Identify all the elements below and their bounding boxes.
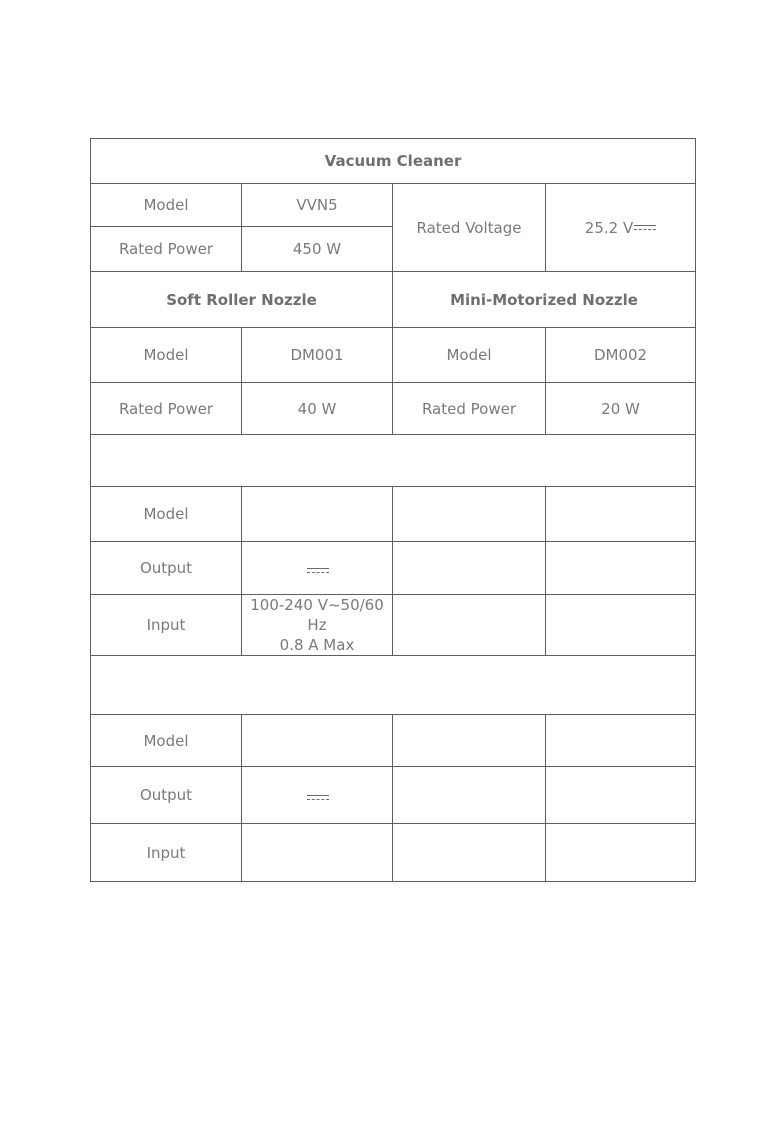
adapter-1-output-cell-4 <box>546 542 696 595</box>
vacuum-voltage-cell <box>546 184 696 272</box>
nozzle-header-row <box>91 272 696 328</box>
adapter-1-model-cell-3 <box>393 487 546 542</box>
adapter-2-model-value <box>242 715 393 767</box>
adapter-1-input-cell-3 <box>393 595 546 656</box>
adapter-1-input-label: Input <box>91 595 242 656</box>
vacuum-voltage-label: Rated Voltage <box>393 184 546 272</box>
adapter-1-output-value <box>242 542 393 595</box>
vacuum-model-value: VVN5 <box>242 184 393 227</box>
adapter-2-input-label: Input <box>91 824 242 882</box>
vacuum-header-row <box>91 139 696 184</box>
adapter-2-output-cell-4 <box>546 767 696 824</box>
specifications-table <box>90 138 696 882</box>
adapter-2-output-row <box>91 767 696 824</box>
soft-roller-title: Soft Roller Nozzle <box>91 272 393 328</box>
vacuum-power-label: Rated Power <box>91 227 242 272</box>
adapter-2-output-value <box>242 767 393 824</box>
mini-motorized-power-label: Rated Power <box>393 383 546 435</box>
adapter-1-model-value <box>242 487 393 542</box>
nozzle-power-row <box>91 383 696 435</box>
vacuum-voltage-value: 25.2 V <box>584 218 634 237</box>
nozzle-model-row <box>91 328 696 383</box>
adapter-2-input-row <box>91 824 696 882</box>
vacuum-power-value: 450 W <box>242 227 393 272</box>
soft-roller-model-label: Model <box>91 328 242 383</box>
adapter-2-title <box>91 656 696 715</box>
adapter-2-input-value <box>242 824 393 882</box>
mini-motorized-power-value: 20 W <box>546 383 696 435</box>
adapter-2-output-cell-3 <box>393 767 546 824</box>
dc-current-icon <box>307 795 329 801</box>
soft-roller-model-value: DM001 <box>242 328 393 383</box>
adapter-1-input-line-1: 100-240 V~50/60 Hz <box>250 596 384 634</box>
adapter-2-output-label: Output <box>91 767 242 824</box>
adapter-1-output-label: Output <box>91 542 242 595</box>
adapter-1-output-cell-3 <box>393 542 546 595</box>
adapter-1-input-value <box>242 595 393 656</box>
dc-current-icon <box>634 225 656 231</box>
adapter-1-input-line-2: 0.8 A Max <box>279 636 355 654</box>
adapter-2-input-cell-3 <box>393 824 546 882</box>
adapter-1-model-label: Model <box>91 487 242 542</box>
mini-motorized-model-value: DM002 <box>546 328 696 383</box>
dc-current-icon <box>307 568 329 574</box>
adapter-2-input-cell-4 <box>546 824 696 882</box>
mini-motorized-model-label: Model <box>393 328 546 383</box>
adapter-2-model-row <box>91 715 696 767</box>
adapter-2-model-cell-3 <box>393 715 546 767</box>
soft-roller-power-label: Rated Power <box>91 383 242 435</box>
adapter-1-title <box>91 435 696 487</box>
vacuum-title: Vacuum Cleaner <box>91 139 696 184</box>
adapter-2-header-row <box>91 656 696 715</box>
adapter-2-model-label: Model <box>91 715 242 767</box>
vacuum-model-row <box>91 184 696 227</box>
adapter-1-input-cell-4 <box>546 595 696 656</box>
mini-motorized-title: Mini-Motorized Nozzle <box>393 272 696 328</box>
soft-roller-power-value: 40 W <box>242 383 393 435</box>
vacuum-model-label: Model <box>91 184 242 227</box>
adapter-1-input-row <box>91 595 696 656</box>
adapter-1-model-cell-4 <box>546 487 696 542</box>
adapter-1-model-row <box>91 487 696 542</box>
adapter-1-output-row <box>91 542 696 595</box>
adapter-1-header-row <box>91 435 696 487</box>
adapter-2-model-cell-4 <box>546 715 696 767</box>
